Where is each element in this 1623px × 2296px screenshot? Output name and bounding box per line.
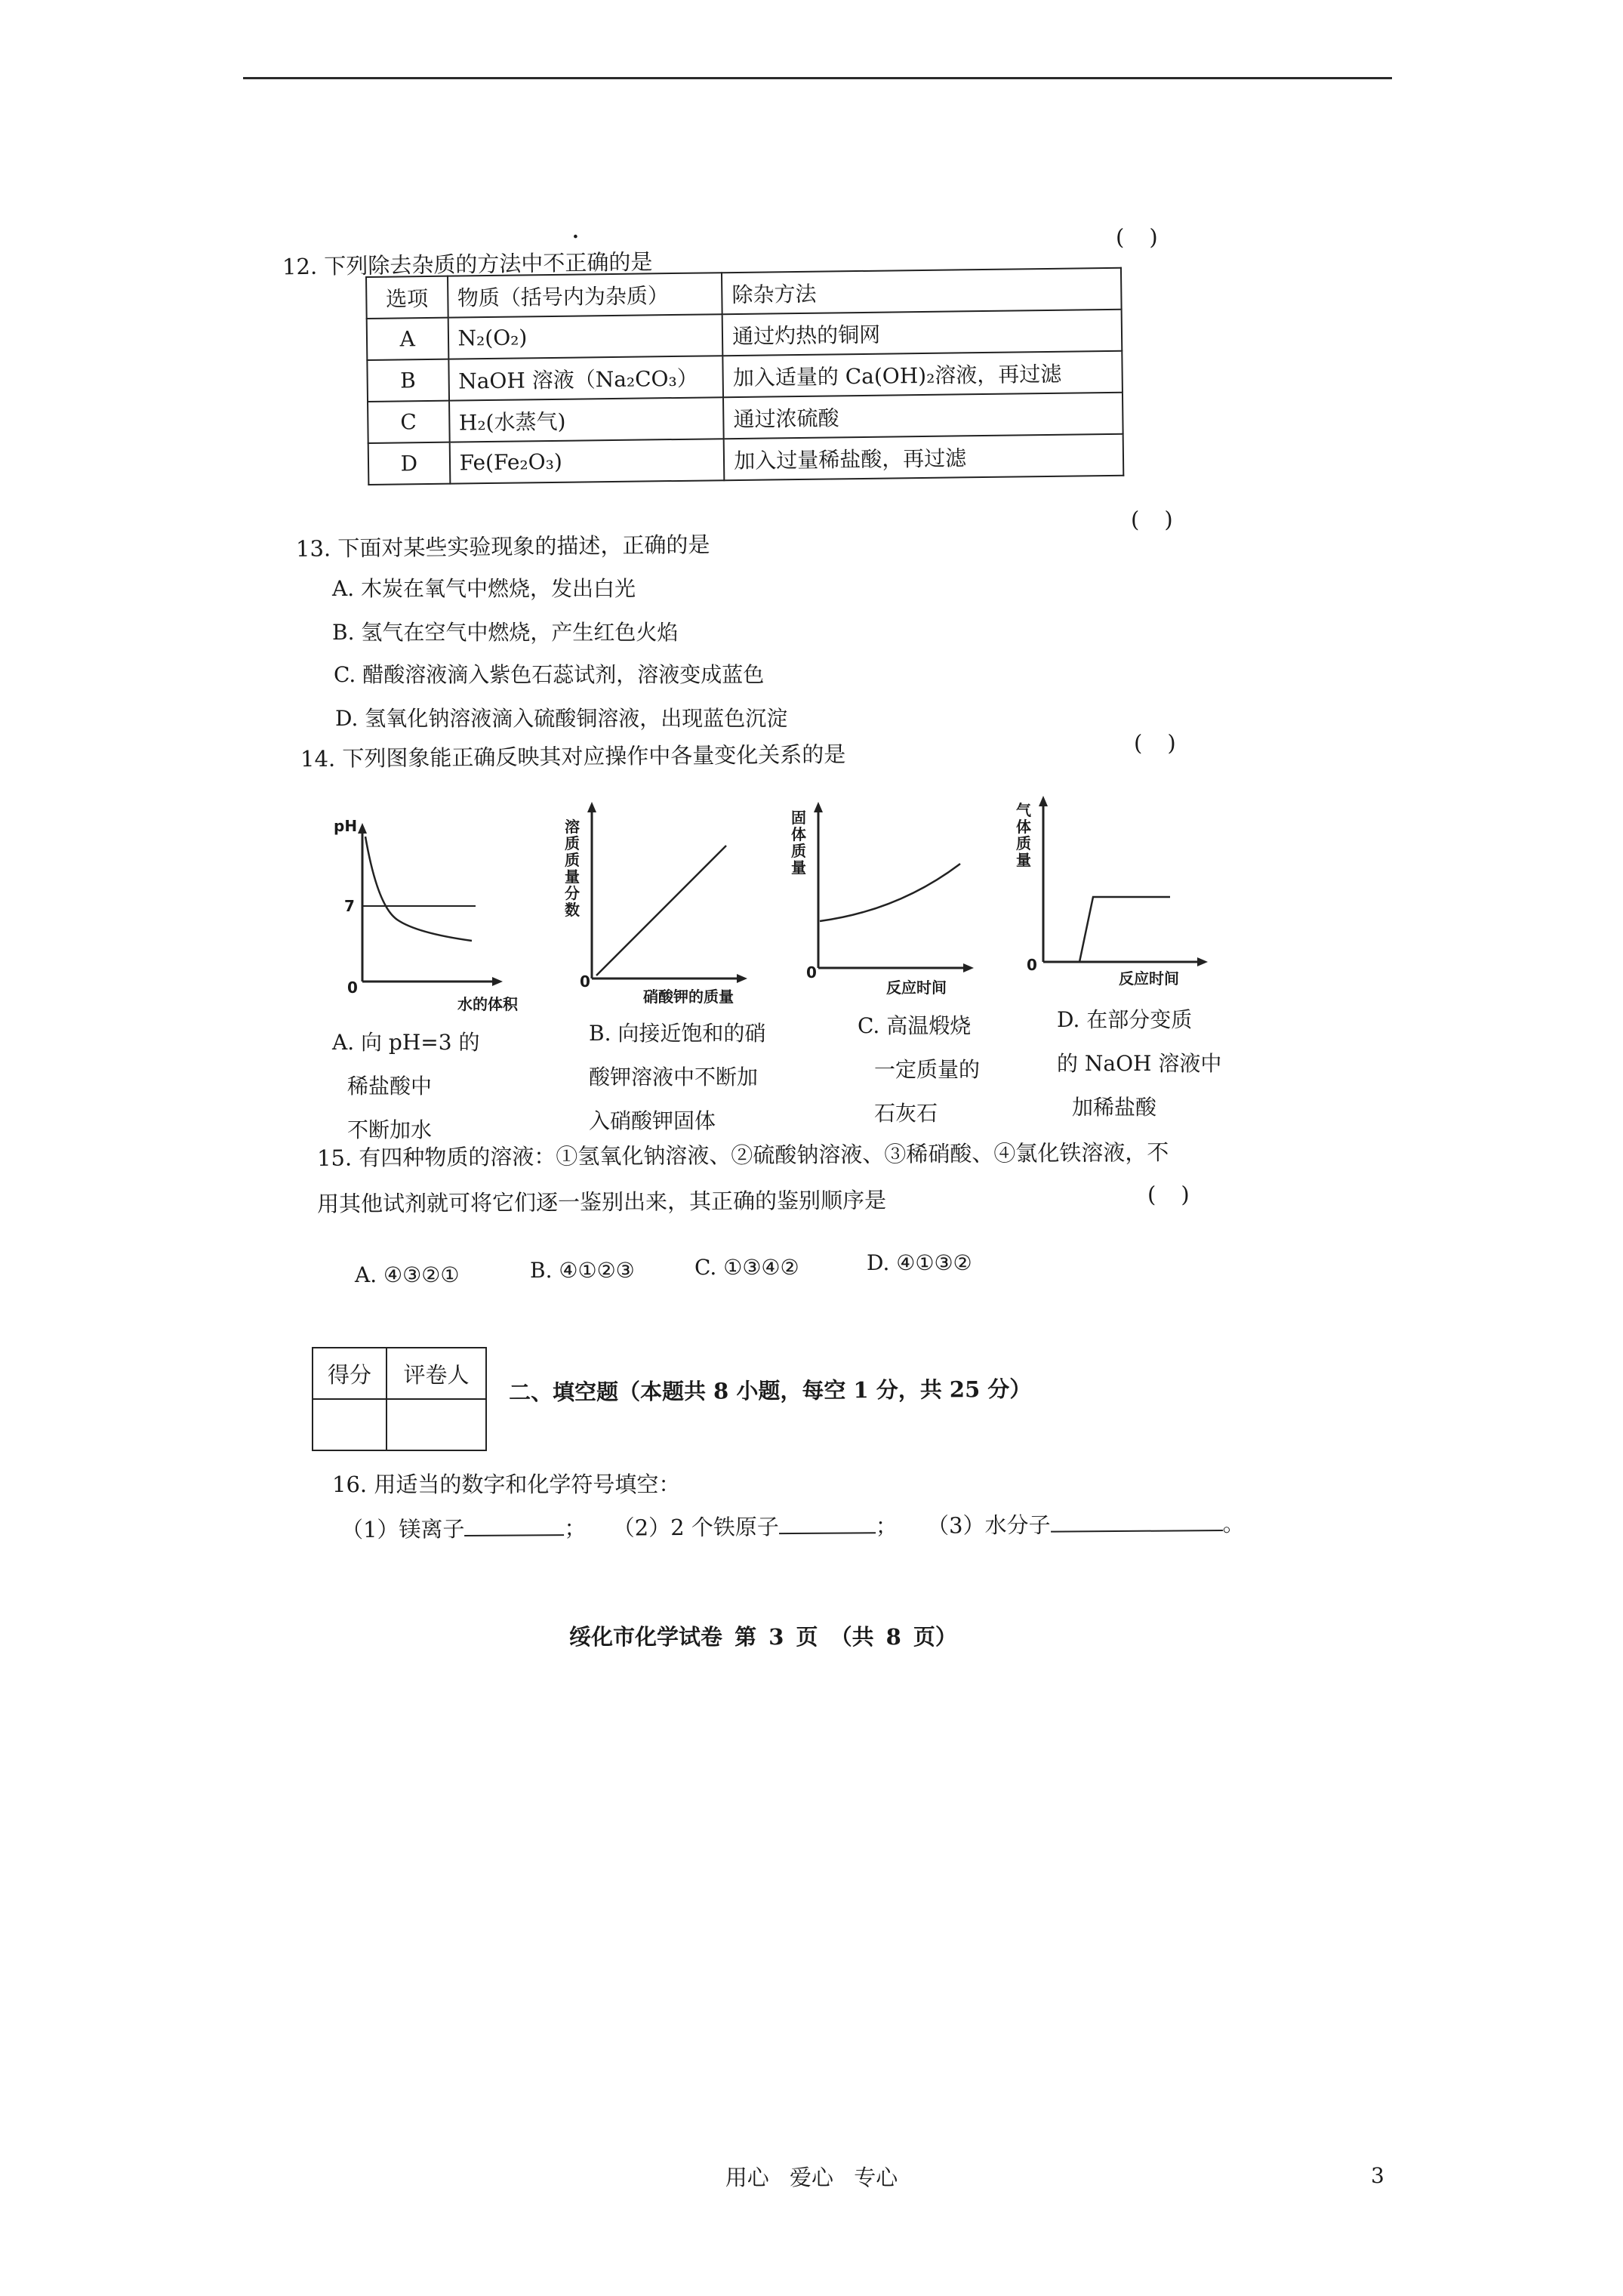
graph-b — [559, 791, 755, 1010]
q15-option-c: C. ①③④② — [694, 1255, 799, 1280]
q13-option-c: C. 醋酸溶液滴入紫色石蕊试剂，溶液变成蓝色 — [334, 662, 765, 687]
table-cell: A — [367, 318, 448, 360]
score-label: 得分 — [313, 1348, 387, 1399]
q14-answer-paren: ( ) — [1134, 730, 1178, 756]
graph-c-x-arrow — [963, 963, 974, 972]
graph-b-origin: 0 — [580, 972, 590, 991]
graph-b-line — [596, 846, 726, 975]
q14-stem: 14. 下列图象能正确反映其对应操作中各量变化关系的是 — [300, 741, 846, 772]
table-header-cell: 物质（括号内为杂质） — [448, 273, 722, 317]
graph-b-y-arrow — [587, 802, 596, 812]
q15-line1: 15. 有四种物质的溶液：①氢氧化钠溶液、②硫酸钠溶液、③稀硝酸、④氯化铁溶液，不 — [316, 1139, 1169, 1171]
q16-blank-2[interactable] — [779, 1514, 876, 1534]
table-cell: 加入适量的 Ca(OH)₂溶液，再过滤 — [723, 351, 1123, 397]
q16-end: 。 — [1222, 1510, 1245, 1537]
desc-line: 入硝酸钾固体 — [589, 1108, 716, 1133]
desc-line: 的 NaOH 溶液中 — [1057, 1051, 1222, 1076]
graph-d-xlabel: 反应时间 — [1119, 969, 1179, 988]
desc-line: D. 在部分变质 — [1057, 1007, 1193, 1032]
graph-a-ytick: 7 — [344, 897, 355, 915]
table-cell: H₂(水蒸气) — [449, 397, 724, 442]
q13-stem: 13. 下面对某些实验现象的描述，正确的是 — [295, 532, 710, 562]
desc-line: 一定质量的 — [874, 1057, 981, 1082]
q13-option-a: A. 木炭在氧气中燃烧，发出白光 — [332, 576, 636, 601]
graph-d-ylabel: 气体质量 — [1016, 801, 1031, 869]
q12-answer-paren: ( ) — [1116, 224, 1160, 250]
graph-a-ylabel: pH — [334, 817, 358, 835]
graph-d — [1004, 785, 1215, 997]
graph-a-x-arrow — [492, 977, 503, 986]
graph-d-x-arrow — [1197, 957, 1208, 966]
graph-a-y-arrow — [358, 823, 367, 834]
desc-line: A. 向 pH=3 的 — [332, 1030, 480, 1055]
q16-part1-label: （1）镁离子 — [340, 1516, 465, 1543]
table-cell: 通过浓硫酸 — [723, 393, 1123, 439]
graph-c-ylabel: 固体质量 — [791, 809, 806, 877]
desc-line: C. 高温煅烧 — [858, 1013, 972, 1038]
table-cell: N₂(O₂) — [448, 314, 722, 359]
table-cell: Fe(Fe₂O₃) — [449, 439, 724, 483]
graph-d-line — [1079, 897, 1170, 962]
q16-blank-1[interactable] — [464, 1516, 564, 1536]
graph-d-y-arrow — [1039, 796, 1048, 806]
table-cell: B — [367, 359, 448, 402]
graph-a-curve — [365, 837, 472, 941]
graph-a-plot — [332, 806, 513, 1010]
graph-c-xlabel: 反应时间 — [886, 978, 947, 997]
exam-footer: 绥化市化学试卷 第 3 页 （共 8 页） — [569, 1624, 957, 1650]
table-cell: 通过灼热的铜网 — [722, 310, 1122, 356]
q12-stem-text: 12. 下列除去杂质的方法中 — [282, 250, 544, 280]
graph-d-description — [1057, 998, 1221, 1130]
q16-part2-label: （2）2 个铁原子 — [612, 1514, 779, 1541]
q12-table — [365, 267, 1124, 485]
desc-line: 不断加水 — [347, 1117, 433, 1142]
table-cell: 加入过量稀盐酸，再过滤 — [724, 434, 1123, 480]
graph-c-y-arrow — [814, 802, 823, 812]
q16-stem: 16. 用适当的数字和化学符号填空： — [332, 1472, 681, 1497]
graph-b-xlabel: 硝酸钾的质量 — [643, 988, 734, 1006]
q15-line2: 用其他试剂就可将它们逐一鉴别出来，其正确的鉴别顺序是 — [316, 1187, 887, 1217]
graph-b-ylabel: 溶质质量分数 — [565, 818, 580, 919]
table-header-cell: 选项 — [366, 276, 448, 319]
graph-c — [785, 791, 981, 1003]
table-row — [368, 434, 1124, 485]
page-number: 3 — [1371, 2163, 1384, 2188]
graph-a-description — [332, 1021, 479, 1152]
grader-label: 评卷人 — [387, 1348, 486, 1399]
graph-b-x-arrow — [737, 974, 747, 983]
score-cell — [313, 1399, 387, 1450]
graph-a-xlabel: 水的体积 — [457, 995, 518, 1013]
desc-line: 稀盐酸中 — [347, 1074, 433, 1099]
q16-sep: ； — [875, 1513, 898, 1539]
table-cell: C — [368, 401, 449, 443]
q12-emphasis: 不正确 — [543, 249, 609, 276]
graph-b-description — [589, 1012, 765, 1143]
q13-option-b: B. 氢气在空气中燃烧，产生红色火焰 — [332, 620, 679, 645]
graph-d-origin: 0 — [1027, 956, 1037, 974]
graph-a — [332, 806, 518, 1013]
desc-line: 石灰石 — [874, 1101, 938, 1126]
score-box — [312, 1347, 487, 1451]
q15-option-b: B. ④①②③ — [530, 1258, 635, 1283]
table-cell: NaOH 溶液（Na₂CO₃） — [448, 356, 723, 400]
q12-stem-tail: 的是 — [608, 248, 653, 276]
graph-a-origin: 0 — [347, 978, 358, 997]
q13-option-d: D. 氢氧化钠溶液滴入硫酸铜溶液，出现蓝色沉淀 — [335, 706, 788, 731]
table-cell: D — [368, 442, 450, 485]
graph-c-curve — [820, 864, 960, 921]
q16-sep: ； — [564, 1515, 587, 1542]
grader-cell — [387, 1399, 486, 1450]
section2-title: 二、填空题（本题共 8 小题，每空 1 分，共 25 分） — [508, 1376, 1032, 1406]
graph-c-origin: 0 — [806, 963, 817, 982]
q15-answer-paren: ( ) — [1147, 1182, 1191, 1207]
page-motto: 用心 爱心 专心 — [725, 2165, 898, 2190]
q16-blank-3[interactable] — [1050, 1512, 1222, 1533]
q15-option-a: A. ④③②① — [355, 1262, 460, 1287]
desc-line: 加稀盐酸 — [1072, 1095, 1157, 1120]
q13-answer-paren: ( ) — [1131, 507, 1175, 532]
q16-part3-label: （3）水分子 — [926, 1512, 1051, 1539]
desc-line: B. 向接近饱和的硝 — [589, 1021, 766, 1046]
header-rule — [243, 77, 1392, 79]
q16-blanks — [341, 1507, 1245, 1544]
graph-c-description — [858, 1004, 980, 1136]
table-header-cell: 除杂方法 — [722, 268, 1121, 314]
desc-line: 酸钾溶液中不断加 — [589, 1065, 759, 1089]
q15-option-d: D. ④①③② — [867, 1250, 972, 1275]
